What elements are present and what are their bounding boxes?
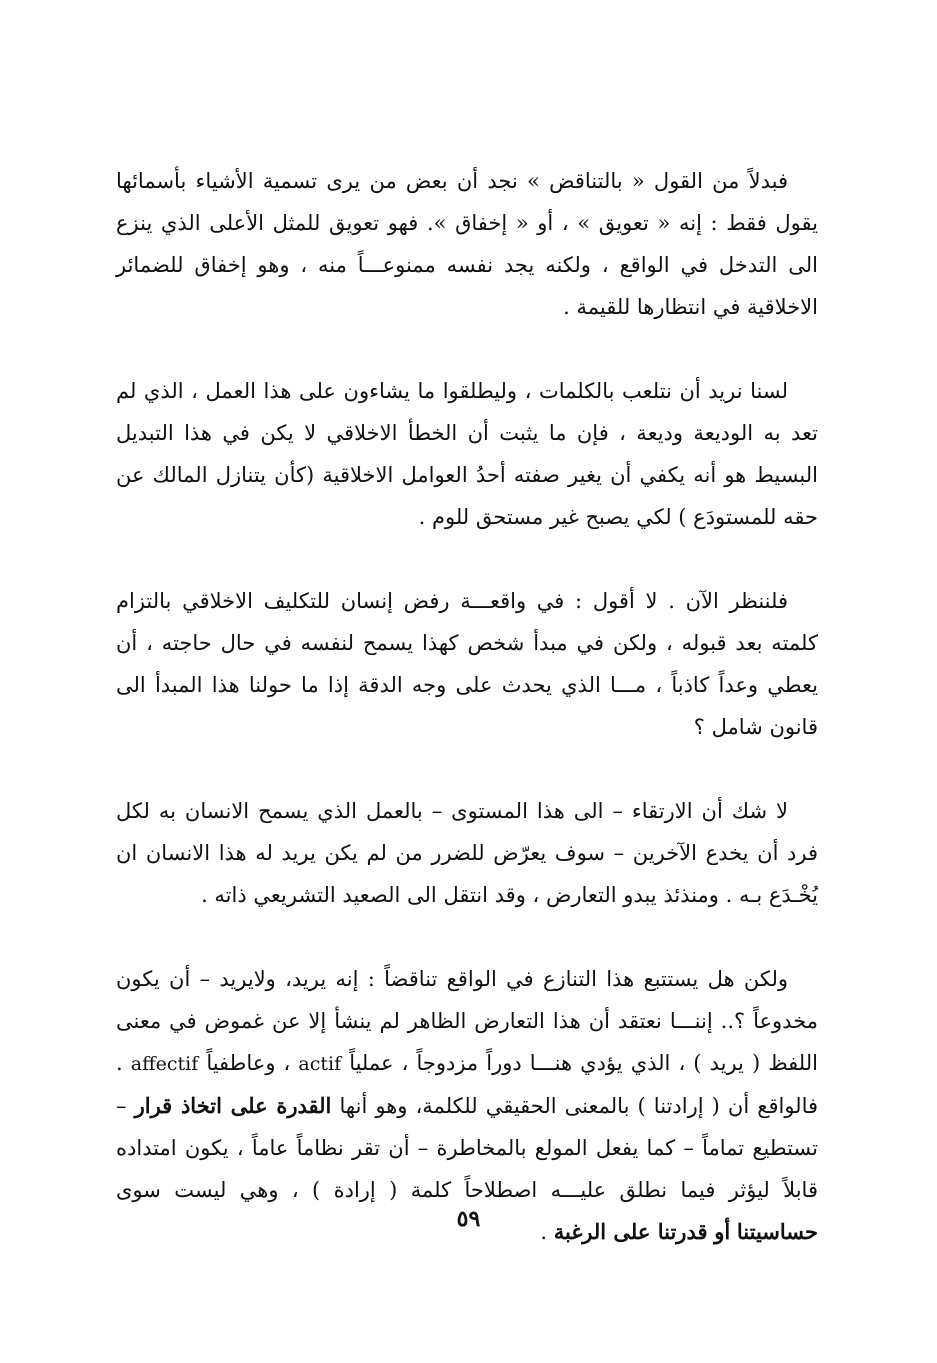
paragraph-5-part-1: ولكن هل يستتبع هذا التنازع في الواقع تناقضاً : إنه يريد، ولايريد – أن يكون مخدوعاً ؟.. إننـــا نعتقد أن هذا التعارض الظاهر لم ينشأ إلا عن غموض في معنى اللفظ ( يريد ) ، الذي يؤدي هنـــا دوراً مزدوجاً ، عملياً — [116, 967, 818, 1075]
paragraph-5-part-3: . فالواقع أن ( إرادتنا ) بالمعنى الحقيقي للكلمة، وهو أنها — [116, 1051, 819, 1118]
bold-phrase-desire: قدرتنا على الرغبة — [553, 1219, 708, 1244]
paragraph-3: فلننظر الآن . لا أقول : في واقعـــة رفض إنسان للتكليف الاخلاقي بالتزام كلمته بعد قبوله ، ولكن في مبدأ شخص كهذا يسمح لنفسه في حال حاجته ، أن يعطي وعداً كاذباً ، مـــا الذي يحدث على وجه الدقة إذا ما حولنا هذا المبدأ الى قانون شامل ؟ — [116, 589, 818, 739]
bold-phrase-decision: القدرة على اتخاذ قرار — [134, 1093, 332, 1118]
body-text — [116, 160, 818, 1253]
bold-connector-or: أو — [714, 1219, 731, 1244]
paragraph-5-part-4: – تستطيع تماماً – كما يفعل المولع بالمخاطرة – أن تقر نظاماً عاماً ، يكون امتداده قابلاً ليؤثر فيما نطلق عليـــه اصطلاحاً كلمة ( إرادة ) ، وهي ليست سوى — [116, 1094, 818, 1202]
latin-term-actif: actif — [298, 1053, 342, 1075]
bold-word-sensitivity: حساسيتنا — [736, 1219, 818, 1244]
paragraph-1: فبدلاً من القول « بالتناقض » نجد أن بعض من يرى تسمية الأشياء بأسمائها يقول فقط : إنه « تعويق » ، أو « إخفاق ». فهو تعويق للمثل الأعلى الذي ينزع الى التدخل في الواقع ، ولكنه يجد نفسه ممنوعـــاً منه ، وهو إخفاق للضمائر الاخلاقية في انتظارها للقيمة . — [116, 169, 818, 319]
paragraph-4: لا شك أن الارتقاء – الى هذا المستوى – بالعمل الذي يسمح الانسان به لكل فرد أن يخدع الآخرين – سوف يعرّض للضرر من لم يكن يريد له هذا الانسان ان يُخْـدَع بـه . ومنذئذ يبدو التعارض ، وقد انتقل الى الصعيد التشريعي ذاته . — [116, 799, 818, 907]
latin-term-affectif: affectif — [130, 1053, 199, 1075]
paragraph-2: لسنا نريد أن نتلعب بالكلمات ، وليطلقوا ما يشاءون على هذا العمل ، الذي لم تعد به الوديعة وديعة ، فإن ما يثبت أن الخطأ الاخلاقي لا يكن في هذا التبديل البسيط هو أنه يكفي أن يغير صفته أحدُ العوامل الاخلاقية (كأن يتنازل المالك عن حقه للمستودَع ) لكي يصبح غير مستحق للوم . — [116, 379, 818, 529]
paragraph-5-part-2: ، وعاطفياً — [206, 1051, 291, 1075]
page-number: ٥٩ — [456, 1206, 481, 1232]
paragraph-5-end: . — [540, 1220, 548, 1244]
